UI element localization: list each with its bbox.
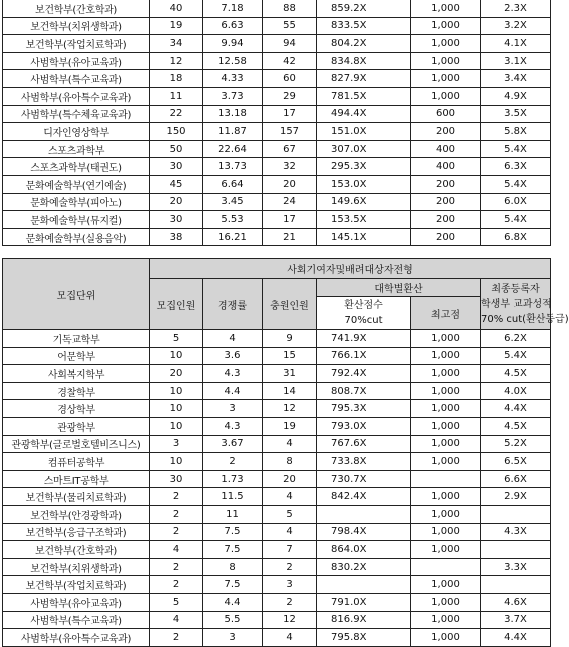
table-row [3,175,551,193]
table-row [3,576,551,594]
cell-total: 17 [263,211,317,229]
table-row [3,505,551,523]
cell-recruit: 20 [150,365,203,383]
cell-score: 149.6X [317,193,411,211]
cell-competition: 22.64 [203,140,263,158]
cell-unit: 디자인영상학부 [3,123,150,141]
cell-unit: 보건학부(응급구조학과) [3,523,150,541]
cell-unit: 사범학부(유아교육과) [3,52,150,70]
cell-grade: 3.1X [481,52,551,70]
cell-unit: 사범학부(유아특수교육과) [3,629,150,647]
cell-score: 792.4X [317,365,411,383]
cell-max: 1,000 [411,17,481,35]
header-competition: 경쟁률 [203,279,263,330]
cell-grade: 4.1X [481,35,551,53]
header-total: 충원인원 [263,279,317,330]
cell-max: 200 [411,175,481,193]
cell-grade: 4.6X [481,593,551,611]
table-row [3,435,551,453]
cell-competition: 3 [203,629,263,647]
cell-total: 5 [263,505,317,523]
cell-grade: 5.2X [481,435,551,453]
cell-recruit: 2 [150,576,203,594]
cell-total: 2 [263,593,317,611]
cell-recruit: 22 [150,105,203,123]
cell-competition: 3 [203,400,263,418]
cell-score: 741.9X [317,330,411,348]
cell-recruit: 30 [150,158,203,176]
cell-max: 1,000 [411,593,481,611]
cell-total: 14 [263,382,317,400]
cell-total: 4 [263,629,317,647]
header-final-line3: 70% cut(환산등급) [481,313,569,325]
cell-competition: 7.5 [203,541,263,559]
cell-max: 1,000 [411,87,481,105]
table-row [3,523,551,541]
cell-total: 55 [263,17,317,35]
cell-unit: 보건학부(작업치료학과) [3,576,150,594]
cell-grade: 3.7X [481,611,551,629]
cell-competition: 8 [203,558,263,576]
header-unit: 모집단위 [3,259,150,330]
cell-competition: 6.64 [203,175,263,193]
cell-competition: 4.4 [203,593,263,611]
cell-max: 1,000 [411,330,481,348]
cell-score: 730.7X [317,470,411,488]
cell-total: 29 [263,87,317,105]
cell-competition: 4.3 [203,365,263,383]
cell-recruit: 10 [150,347,203,365]
cell-max: 1,000 [411,382,481,400]
cell-grade [481,541,551,559]
cell-score: 808.7X [317,382,411,400]
header-score-line1: 환산점수 [344,300,383,311]
cell-recruit: 19 [150,17,203,35]
table-row [3,52,551,70]
top-results-table [2,0,551,246]
cell-total: 32 [263,158,317,176]
cell-score: 766.1X [317,347,411,365]
cell-unit: 사회복지학부 [3,365,150,383]
cell-unit: 스마트IT공학부 [3,470,150,488]
cell-total: 8 [263,453,317,471]
cell-max: 400 [411,158,481,176]
cell-unit: 보건학부(물리치료학과) [3,488,150,506]
cell-score: 804.2X [317,35,411,53]
cell-score: 781.5X [317,87,411,105]
cell-max: 1,000 [411,400,481,418]
cell-max: 1,000 [411,417,481,435]
table-row [3,611,551,629]
header-score [317,297,411,330]
cell-max: 1,000 [411,35,481,53]
table-row [3,330,551,348]
cell-recruit: 5 [150,593,203,611]
table-row [3,593,551,611]
cell-competition: 4.3 [203,417,263,435]
cell-max: 200 [411,123,481,141]
cell-max: 1,000 [411,70,481,88]
cell-competition: 4.4 [203,382,263,400]
cell-competition: 3.67 [203,435,263,453]
cell-grade: 6.0X [481,193,551,211]
cell-recruit: 20 [150,193,203,211]
cell-max: 200 [411,211,481,229]
header-recruit: 모집인원 [150,279,203,330]
cell-grade: 4.5X [481,365,551,383]
cell-max: 200 [411,193,481,211]
cell-unit: 문화예술학부(실용음악) [3,228,150,246]
table-row [3,365,551,383]
cell-competition: 5.53 [203,211,263,229]
table-row [3,488,551,506]
table-row [3,470,551,488]
cell-unit: 스포츠과학부 [3,140,150,158]
cell-recruit: 40 [150,0,203,17]
cell-score: 767.6X [317,435,411,453]
cell-grade: 6.3X [481,158,551,176]
cell-recruit: 38 [150,228,203,246]
cell-grade: 3.5X [481,105,551,123]
cell-unit: 사범학부(유아교육과) [3,593,150,611]
cell-unit: 문화예술학부(뮤지컬) [3,211,150,229]
cell-unit: 경찰학부 [3,382,150,400]
cell-max: 1,000 [411,576,481,594]
cell-recruit: 5 [150,330,203,348]
cell-score: 827.9X [317,70,411,88]
cell-unit: 보건학부(작업치료학과) [3,35,150,53]
cell-score: 733.8X [317,453,411,471]
cell-competition: 6.63 [203,17,263,35]
table-row [3,140,551,158]
cell-total: 9 [263,330,317,348]
cell-total: 4 [263,435,317,453]
bottom-table-header [3,259,569,330]
table-row [3,347,551,365]
cell-max: 1,000 [411,0,481,17]
table-row [3,629,551,647]
cell-competition: 9.94 [203,35,263,53]
cell-unit: 컴퓨터공학부 [3,453,150,471]
cell-competition: 3.45 [203,193,263,211]
cell-grade: 4.4X [481,629,551,647]
table-row [3,541,551,559]
cell-max: 1,000 [411,453,481,471]
table-row [3,0,551,17]
cell-score: 307.0X [317,140,411,158]
cell-max: 200 [411,228,481,246]
cell-total: 20 [263,175,317,193]
cell-grade: 2.9X [481,488,551,506]
cell-total: 88 [263,0,317,17]
cell-grade: 4.3X [481,523,551,541]
table-row [3,417,551,435]
cell-total: 4 [263,488,317,506]
table-row [3,123,551,141]
table-row [3,17,551,35]
cell-unit: 사범학부(특수교육과) [3,611,150,629]
cell-unit: 사범학부(특수체육교육과) [3,105,150,123]
table-row [3,158,551,176]
cell-grade: 4.5X [481,417,551,435]
cell-max [411,558,481,576]
top-table-body [3,0,551,246]
cell-max: 1,000 [411,629,481,647]
cell-grade: 3.3X [481,558,551,576]
cell-unit: 어문학부 [3,347,150,365]
cell-unit: 스포츠과학부(태권도) [3,158,150,176]
cell-unit: 보건학부(간호학과) [3,0,150,17]
cell-max: 1,000 [411,505,481,523]
cell-grade: 4.4X [481,400,551,418]
cell-competition: 7.18 [203,0,263,17]
cell-recruit: 30 [150,470,203,488]
cell-total: 94 [263,35,317,53]
table-row [3,453,551,471]
cell-score: 791.0X [317,593,411,611]
cell-total: 7 [263,541,317,559]
cell-score: 151.0X [317,123,411,141]
cell-unit: 기독교학부 [3,330,150,348]
header-group: 사회기여자및배려대상자전형 [150,259,551,279]
table-row [3,87,551,105]
cell-competition: 7.5 [203,523,263,541]
cell-max: 1,000 [411,523,481,541]
cell-recruit: 34 [150,35,203,53]
cell-total: 12 [263,400,317,418]
cell-recruit: 2 [150,523,203,541]
cell-max: 600 [411,105,481,123]
cell-competition: 3.73 [203,87,263,105]
cell-max: 1,000 [411,52,481,70]
table-row [3,211,551,229]
cell-score: 864.0X [317,541,411,559]
header-conversion: 대학별환산 [317,279,481,297]
cell-unit: 경상학부 [3,400,150,418]
cell-competition: 13.73 [203,158,263,176]
cell-grade: 6.2X [481,330,551,348]
bottom-results-table [2,258,569,647]
cell-recruit: 3 [150,435,203,453]
cell-unit: 관광학부(글로벌호텔비즈니스) [3,435,150,453]
cell-max: 1,000 [411,541,481,559]
cell-competition: 16.21 [203,228,263,246]
cell-total: 21 [263,228,317,246]
cell-unit: 사범학부(유아특수교육과) [3,87,150,105]
cell-score: 795.8X [317,629,411,647]
cell-grade: 5.4X [481,140,551,158]
cell-unit: 사범학부(특수교육과) [3,70,150,88]
cell-score: 834.8X [317,52,411,70]
cell-max: 1,000 [411,365,481,383]
cell-total: 2 [263,558,317,576]
cell-score: 833.5X [317,17,411,35]
table-row [3,35,551,53]
cell-max: 1,000 [411,435,481,453]
cell-unit: 보건학부(치위생학과) [3,558,150,576]
cell-score [317,576,411,594]
bottom-table-body [3,330,551,647]
cell-score: 798.4X [317,523,411,541]
cell-score [317,505,411,523]
table-row [3,228,551,246]
cell-score: 494.4X [317,105,411,123]
cell-competition: 12.58 [203,52,263,70]
cell-total: 17 [263,105,317,123]
cell-competition: 4 [203,330,263,348]
cell-grade: 3.4X [481,70,551,88]
cell-total: 19 [263,417,317,435]
table-row [3,193,551,211]
cell-recruit: 2 [150,558,203,576]
cell-recruit: 45 [150,175,203,193]
table-row [3,400,551,418]
cell-score: 793.0X [317,417,411,435]
table-row [3,70,551,88]
cell-total: 67 [263,140,317,158]
cell-competition: 2 [203,453,263,471]
cell-recruit: 50 [150,140,203,158]
cell-unit: 보건학부(안경광학과) [3,505,150,523]
cell-grade: 3.2X [481,17,551,35]
cell-competition: 5.5 [203,611,263,629]
cell-grade: 5.4X [481,211,551,229]
cell-recruit: 12 [150,52,203,70]
cell-recruit: 10 [150,417,203,435]
cell-unit: 보건학부(치위생학과) [3,17,150,35]
header-final-line2: 학생부 교과성적 [481,298,552,310]
cell-recruit: 11 [150,87,203,105]
cell-recruit: 10 [150,382,203,400]
cell-max [411,470,481,488]
cell-grade: 2.3X [481,0,551,17]
cell-grade: 6.8X [481,228,551,246]
cell-total: 3 [263,576,317,594]
cell-grade: 5.8X [481,123,551,141]
header-final [481,279,569,330]
cell-unit: 문화예술학부(피아노) [3,193,150,211]
cell-total: 42 [263,52,317,70]
cell-recruit: 4 [150,611,203,629]
cell-score: 295.3X [317,158,411,176]
cell-competition: 13.18 [203,105,263,123]
cell-score: 153.5X [317,211,411,229]
header-score-line2: 70%cut [344,315,383,326]
cell-score: 830.2X [317,558,411,576]
cell-grade: 5.4X [481,347,551,365]
cell-grade [481,505,551,523]
cell-grade: 4.0X [481,382,551,400]
cell-competition: 11.5 [203,488,263,506]
cell-total: 31 [263,365,317,383]
table-row [3,558,551,576]
cell-recruit: 30 [150,211,203,229]
cell-total: 157 [263,123,317,141]
cell-score: 816.9X [317,611,411,629]
cell-competition: 3.6 [203,347,263,365]
cell-total: 4 [263,523,317,541]
cell-recruit: 2 [150,629,203,647]
cell-unit: 보건학부(간호학과) [3,541,150,559]
cell-total: 20 [263,470,317,488]
cell-recruit: 10 [150,400,203,418]
cell-total: 15 [263,347,317,365]
cell-score: 842.4X [317,488,411,506]
cell-unit: 문화예술학부(연기예술) [3,175,150,193]
cell-total: 60 [263,70,317,88]
cell-score: 859.2X [317,0,411,17]
cell-score: 795.3X [317,400,411,418]
cell-max: 1,000 [411,611,481,629]
cell-total: 12 [263,611,317,629]
header-final-line1: 최종등록자 [491,283,540,295]
cell-recruit: 2 [150,488,203,506]
cell-recruit: 2 [150,505,203,523]
cell-max: 1,000 [411,347,481,365]
cell-recruit: 18 [150,70,203,88]
cell-score: 153.0X [317,175,411,193]
cell-grade: 4.9X [481,87,551,105]
cell-competition: 11.87 [203,123,263,141]
cell-recruit: 10 [150,453,203,471]
table-row [3,382,551,400]
cell-max: 1,000 [411,488,481,506]
cell-recruit: 150 [150,123,203,141]
cell-total: 24 [263,193,317,211]
header-max: 최고점 [411,297,481,330]
cell-competition: 11 [203,505,263,523]
cell-max: 400 [411,140,481,158]
cell-competition: 7.5 [203,576,263,594]
cell-grade: 6.5X [481,453,551,471]
cell-competition: 4.33 [203,70,263,88]
cell-unit: 관광학부 [3,417,150,435]
cell-grade [481,576,551,594]
cell-recruit: 4 [150,541,203,559]
cell-grade: 5.4X [481,175,551,193]
cell-score: 145.1X [317,228,411,246]
cell-grade: 6.6X [481,470,551,488]
cell-competition: 1.73 [203,470,263,488]
table-row [3,105,551,123]
